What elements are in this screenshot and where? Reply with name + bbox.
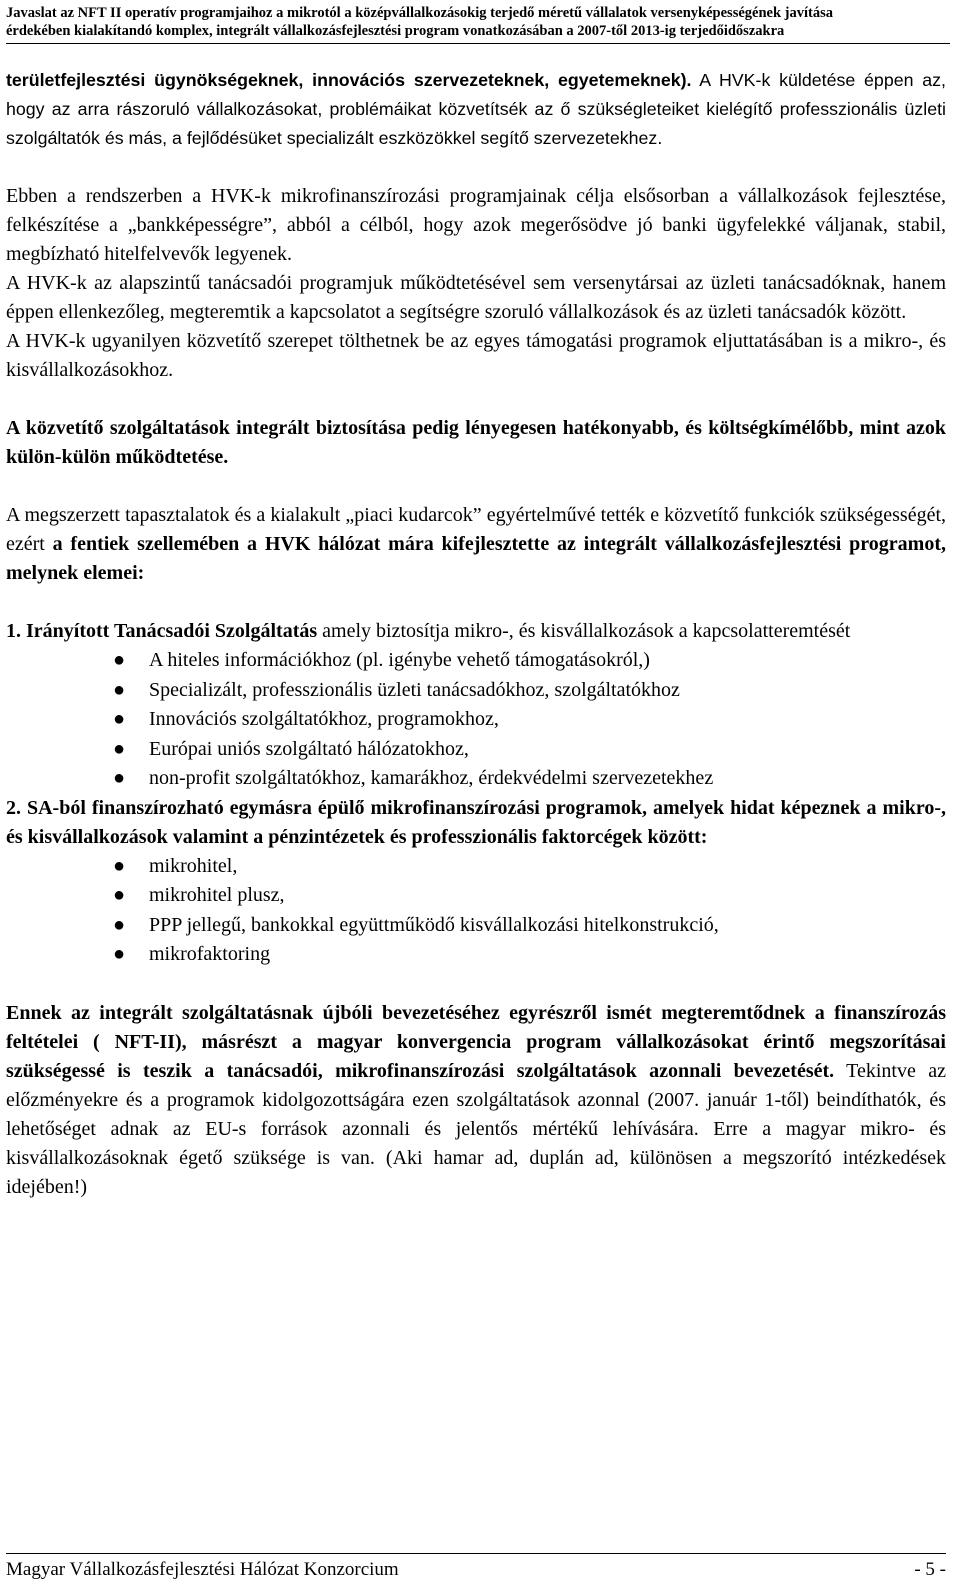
list-item <box>6 676 946 706</box>
paragraph-program-elements <box>6 501 946 588</box>
paragraph-program-elements-bold: a fentiek szellemében a HVK hálózat mára kifejlesztette az integrált vállalkozásfejlesztési programot, melynek elemei: <box>6 533 946 584</box>
bullet-icon: ● <box>113 649 126 671</box>
list-item <box>6 764 946 794</box>
paragraph-microfinance-goal-text-a: Ebben a rendszerben a HVK-k mikrofinanszírozási programjainak célja elsősorban a vállalkozások fejlesztése, felkészítése a „bankképességre”, abból a célból, hogy azok megerősödve jó banki ügyfelekké váljanak, stabil, megbízható hitelfelvevők legyenek. <box>6 185 946 265</box>
paragraph-program-elements-text: A megszerzett tapasztalatok és a kialakult „piaci kudarcok” egyértelművé tették e közvetítő funkciók szükségességét, ezért <box>6 504 946 555</box>
spacer <box>6 970 946 999</box>
list-item-text: Európai uniós szolgáltató hálózatokhoz, <box>149 737 469 760</box>
paragraph-conclusion <box>6 999 946 1202</box>
list-item <box>6 911 946 941</box>
header-line-2: érdekében kialakítandó komplex, integrált vállalkozásfejlesztési program vonatkozásában a 2007-től 2013-ig terjedőidőszakra <box>6 23 785 39</box>
list-item-text: mikrohitel, <box>149 854 238 877</box>
header-line-1: Javaslat az NFT II operatív programjaihoz a mikrotól a középvállalkozásokig terjedő méretű vállalatok versenyképességének javítása <box>6 5 833 21</box>
list-item <box>6 735 946 765</box>
document-body <box>6 66 946 1202</box>
item-1-text: amely biztosítja mikro-, és kisvállalkozások a kapcsolatteremtését <box>317 620 851 642</box>
list-item-text: Specializált, professzionális üzleti tanácsadókhoz, szolgáltatókhoz <box>149 678 680 701</box>
list-item <box>6 881 946 911</box>
list-item <box>6 646 946 676</box>
bullet-icon: ● <box>113 913 126 936</box>
list-item-text: mikrohitel plusz, <box>149 884 285 906</box>
bullet-icon: ● <box>113 708 126 730</box>
item-2-bullet-list <box>6 852 946 970</box>
bullet-icon: ● <box>113 943 126 965</box>
paragraph-hvk-mission-text: A HVK-k küldetése éppen az, hogy az arra rászoruló vállalkozásokat, problémáikat közvetítsék az ő szükségleteiket kielégítő professzionális üzleti szolgáltatók és más, a fejlődésüket specializált eszközökkel segítő szervezetekhez. <box>6 70 946 148</box>
paragraph-integrated-services: A közvetítő szolgáltatások integrált biztosítása pedig lényegesen hatékonyabb, és költségkímélőbb, mint azok külön-külön működtetése. <box>6 417 946 468</box>
bullet-icon: ● <box>113 854 126 877</box>
list-item <box>6 852 946 882</box>
footer-organization: Magyar Vállalkozásfejlesztési Hálózat Konzorcium <box>6 1559 399 1580</box>
bullet-icon: ● <box>113 737 126 760</box>
item-1-title: 1. Irányított Tanácsadói Szolgáltatás <box>6 620 318 642</box>
paragraph-intermediary: A HVK-k ugyanilyen közvetítő szerepet tölthetnek be az egyes támogatási programok eljuttatásában is a mikro-, és kisvállalkozásokhoz. <box>6 330 946 381</box>
bullet-icon: ● <box>113 678 126 701</box>
paragraph-conclusion-text: Tekintve az előzményekre és a programok kidolgozottságára ezen szolgáltatások azonnal (2007. január 1-től) beindíthatók, és lehetőséget adnak az EU-s források azonnali és jelentős mértékű lehívására. Erre a magyar mikro- és kisvállalkozásoknak égető szüksége is van. (Aki hamar ad, duplán ad, különösen a megszorító intézkedések idejében!) <box>6 1059 946 1198</box>
paragraph-conclusion-bold: Ennek az integrált szolgáltatásnak újbóli bevezetéséhez egyrészről ismét megteremtődnek a finanszírozás feltételei ( NFT-II), másrészt a magyar konvergencia program vállalkozásokat érintő megszorításai szükségessé is teszik a tanácsadói, mikrofinanszírozási szolgáltatások azonnali bevezetését. <box>6 1001 946 1082</box>
item-2-heading: 2. SA-ból finanszírozható egymásra épülő mikrofinanszírozási programok, amelyek hidat képeznek a mikro-, és kisvállalkozások valamint a pénzintézetek és professzionális faktorcégek között: <box>6 796 946 848</box>
page-footer <box>6 1553 946 1582</box>
paragraph-consulting: A HVK-k az alapszintű tanácsadói programjuk működtetésével sem versenytársai az üzleti tanácsadóknak, hanem éppen ellenkezőleg, megteremtik a kapcsolatot a segítségre szoruló vállalkozások és az üzleti tanácsadók között. <box>6 272 946 323</box>
page-header <box>6 4 950 44</box>
list-item <box>6 940 946 970</box>
list-item-text: non-profit szolgáltatókhoz, kamarákhoz, érdekvédelmi szervezetekhez <box>149 767 714 789</box>
list-item-text: mikrofaktoring <box>149 943 271 965</box>
spacer <box>6 153 946 182</box>
page-number: - 5 - <box>914 1559 946 1580</box>
bullet-icon: ● <box>113 884 126 906</box>
paragraph-hvk-mission <box>6 66 946 153</box>
spacer <box>6 588 946 617</box>
list-item <box>6 705 946 735</box>
item-1-bullet-list <box>6 646 946 794</box>
list-item-text: PPP jellegű, bankokkal együttműködő kisvállalkozási hitelkonstrukció, <box>149 913 719 936</box>
bullet-icon: ● <box>113 767 126 789</box>
paragraph-microfinance-goal <box>6 182 946 269</box>
paragraph-hvk-mission-bold: területfejlesztési ügynökségeknek, innovációs szervezeteknek, egyetemeknek). <box>6 70 692 90</box>
item-1-heading <box>6 617 946 646</box>
spacer <box>6 472 946 501</box>
list-item-text: A hiteles információkhoz (pl. igénybe vehető támogatásokról,) <box>149 649 650 671</box>
spacer <box>6 385 946 414</box>
list-item-text: Innovációs szolgáltatókhoz, programokhoz, <box>149 708 499 730</box>
